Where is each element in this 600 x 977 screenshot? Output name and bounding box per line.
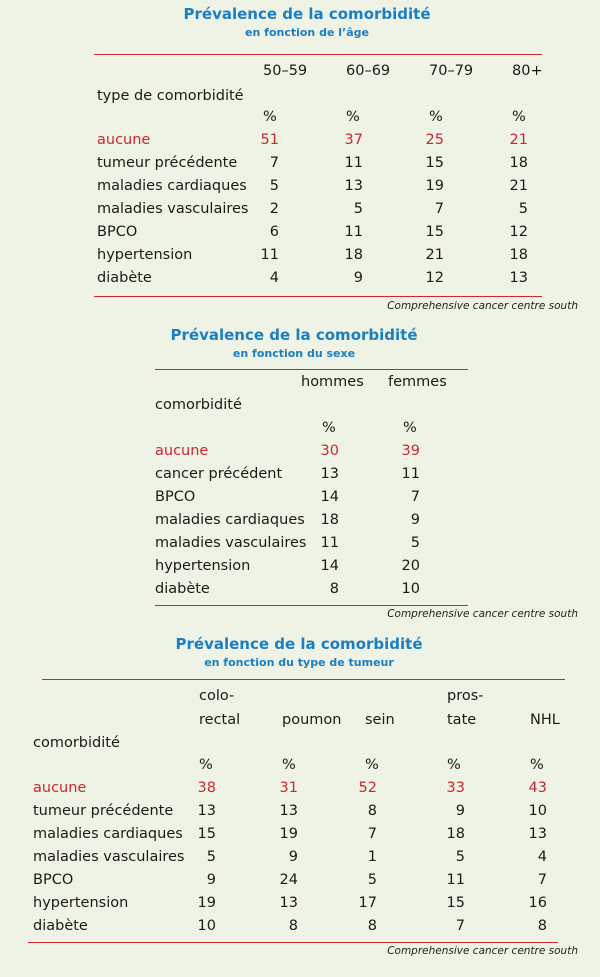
source-credit: Comprehensive cancer centre south [387,300,578,312]
row-label: BPCO [155,489,196,505]
table-cell: 19 [279,826,298,842]
table-cell: 9 [288,849,298,865]
table-age-subtitle: en fonction de l’âge [245,26,369,39]
row-label: aucune [97,132,151,148]
col-header-colorectal-line2: rectal [199,712,241,728]
table-cell: 20 [401,558,420,574]
unit-label: % [263,109,277,125]
table-cell: 31 [279,780,298,796]
row-label: maladies cardiaques [155,512,305,528]
table-cell: 5 [353,201,363,217]
table-cell: 7 [537,872,547,888]
table-sex-top-rule [155,369,468,370]
table-cell: 6 [269,224,279,240]
table-tumor-top-rule [42,679,565,680]
table-cell: 8 [329,581,339,597]
table-age-title: Prévalence de la comorbidité [183,5,431,23]
unit-label: % [429,109,443,125]
table-sex-subtitle: en fonction du sexe [232,347,356,360]
unit-label: % [199,757,213,773]
table-cell: 15 [425,224,444,240]
col-header-70-79: 70–79 [429,63,474,79]
table-cell: 11 [260,247,279,263]
table-cell: 10 [401,581,420,597]
unit-label: % [346,109,360,125]
table-cell: 21 [509,178,528,194]
row-header: comorbidité [33,735,120,751]
row-label: diabète [155,581,210,597]
table-cell: 11 [320,535,339,551]
table-cell: 1 [367,849,377,865]
row-label: maladies vasculaires [97,201,249,217]
table-cell: 7 [455,918,465,934]
table-cell: 18 [320,512,339,528]
row-label: hypertension [97,247,193,263]
table-cell: 15 [197,826,216,842]
source-credit: Comprehensive cancer centre south [387,945,578,957]
row-label: aucune [33,780,87,796]
table-cell: 5 [410,535,420,551]
table-cell: 37 [344,132,363,148]
col-header-sein: sein [365,712,395,728]
table-cell: 8 [367,803,377,819]
row-label: tumeur précédente [97,155,238,171]
table-cell: 13 [528,826,547,842]
table-cell: 11 [344,155,363,171]
row-label: hypertension [155,558,251,574]
table-cell: 9 [206,872,216,888]
table-cell: 17 [358,895,377,911]
table-cell: 30 [320,443,339,459]
row-label: diabète [33,918,88,934]
col-header-prostate-line2: tate [447,712,477,728]
col-header-hommes: hommes [301,374,364,390]
table-sex-bottom-rule [155,605,468,606]
table-cell: 8 [537,918,547,934]
table-age-top-rule [94,54,542,55]
table-cell: 18 [446,826,465,842]
table-cell: 24 [279,872,298,888]
table-cell: 13 [320,466,339,482]
col-header-femmes: femmes [388,374,447,390]
table-cell: 15 [446,895,465,911]
table-cell: 4 [537,849,547,865]
row-label: hypertension [33,895,129,911]
table-cell: 5 [518,201,528,217]
table-cell: 9 [455,803,465,819]
table-cell: 5 [367,872,377,888]
table-cell: 13 [344,178,363,194]
table-tumor-bottom-rule [28,942,558,943]
table-cell: 5 [269,178,279,194]
row-label: BPCO [33,872,74,888]
col-header-nhl: NHL [530,712,560,728]
table-cell: 8 [288,918,298,934]
col-header-80plus: 80+ [512,63,543,79]
table-cell: 51 [260,132,279,148]
table-cell: 7 [367,826,377,842]
row-label: maladies cardiaques [97,178,247,194]
table-sex-title: Prévalence de la comorbidité [170,326,418,344]
table-cell: 38 [197,780,216,796]
table-cell: 12 [425,270,444,286]
table-cell: 9 [353,270,363,286]
table-cell: 18 [509,247,528,263]
table-cell: 13 [279,803,298,819]
table-cell: 9 [410,512,420,528]
table-age-bottom-rule [94,296,542,297]
unit-label: % [365,757,379,773]
unit-label: % [447,757,461,773]
table-cell: 39 [401,443,420,459]
unit-label: % [512,109,526,125]
table-cell: 33 [446,780,465,796]
row-label: maladies vasculaires [155,535,307,551]
unit-label: % [530,757,544,773]
table-cell: 11 [344,224,363,240]
row-label: diabète [97,270,152,286]
row-label: maladies vasculaires [33,849,185,865]
row-label: cancer précédent [155,466,283,482]
table-cell: 25 [425,132,444,148]
table-tumor-subtitle: en fonction du type de tumeur [204,656,394,669]
table-cell: 11 [446,872,465,888]
table-cell: 7 [434,201,444,217]
table-cell: 14 [320,489,339,505]
col-header-50-59: 50–59 [263,63,308,79]
table-cell: 2 [269,201,279,217]
table-cell: 5 [206,849,216,865]
col-header-60-69: 60–69 [346,63,391,79]
table-cell: 18 [344,247,363,263]
table-cell: 13 [509,270,528,286]
table-cell: 15 [425,155,444,171]
table-cell: 11 [401,466,420,482]
table-cell: 4 [269,270,279,286]
unit-label: % [403,420,417,436]
table-cell: 12 [509,224,528,240]
row-header: type de comorbidité [97,88,244,104]
row-label: maladies cardiaques [33,826,183,842]
table-cell: 21 [509,132,528,148]
col-header-colorectal-line1: colo- [199,688,235,704]
table-cell: 13 [197,803,216,819]
row-label: BPCO [97,224,138,240]
table-cell: 21 [425,247,444,263]
table-tumor-title: Prévalence de la comorbidité [175,635,423,653]
table-cell: 7 [410,489,420,505]
table-cell: 10 [528,803,547,819]
table-cell: 43 [528,780,547,796]
table-cell: 52 [358,780,377,796]
table-cell: 7 [269,155,279,171]
unit-label: % [282,757,296,773]
table-cell: 14 [320,558,339,574]
row-header: comorbidité [155,397,242,413]
source-credit: Comprehensive cancer centre south [387,608,578,620]
table-cell: 19 [425,178,444,194]
col-header-poumon: poumon [282,712,342,728]
table-cell: 18 [509,155,528,171]
row-label: aucune [155,443,209,459]
table-cell: 16 [528,895,547,911]
row-label: tumeur précédente [33,803,174,819]
col-header-prostate-line1: pros- [447,688,484,704]
table-cell: 5 [455,849,465,865]
table-cell: 10 [197,918,216,934]
table-cell: 13 [279,895,298,911]
unit-label: % [322,420,336,436]
table-cell: 8 [367,918,377,934]
table-cell: 19 [197,895,216,911]
